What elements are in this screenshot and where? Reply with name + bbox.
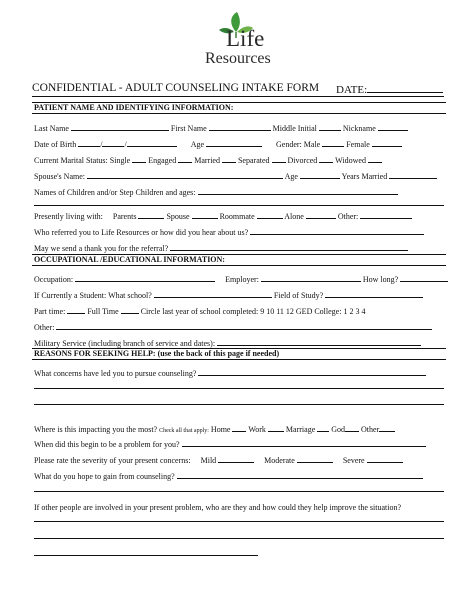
concerns-row xyxy=(34,367,426,379)
header-rule xyxy=(32,96,444,97)
living-row xyxy=(34,210,412,222)
date-field[interactable] xyxy=(336,82,443,96)
severity-mild-field[interactable] xyxy=(218,454,254,463)
gain-row xyxy=(34,470,423,482)
living-spouse-field[interactable] xyxy=(192,210,218,219)
date-label: DATE: xyxy=(336,84,368,96)
marital-widowed-label: Widowed xyxy=(335,156,366,165)
living-parents-field[interactable] xyxy=(138,210,164,219)
thank-you-label: May we send a thank you for the referral? xyxy=(34,244,169,253)
other-row xyxy=(34,321,432,333)
age-field[interactable] xyxy=(206,138,262,147)
date-line[interactable] xyxy=(367,82,443,93)
employer-label: Employer: xyxy=(225,275,259,284)
thank-you-field[interactable] xyxy=(170,242,408,251)
gain-label: What do you hope to gain from counseling? xyxy=(34,472,175,481)
others-involved-label: If other people are involved in your present problem, who are they and how could they help improve the situation? xyxy=(34,503,402,512)
student-school-field[interactable] xyxy=(154,289,272,298)
living-spouse-label: Spouse xyxy=(166,212,190,221)
middle-initial-field[interactable] xyxy=(319,122,341,131)
section-reasons-heading: REASONS FOR SEEKING HELP: (use the back of this page if needed) xyxy=(32,348,446,360)
referred-label: Who referred you to Life Resources or how did you hear about us? xyxy=(34,228,249,237)
impact-other-field[interactable] xyxy=(379,423,395,432)
impact-god-field[interactable] xyxy=(345,423,359,432)
children-extra-line[interactable] xyxy=(34,205,444,206)
dob-slash: / xyxy=(124,140,127,149)
concerns-label: What concerns have led you to pursue counseling? xyxy=(34,369,197,378)
others-line-3[interactable] xyxy=(34,555,258,556)
children-field[interactable] xyxy=(198,186,398,195)
nickname-field[interactable] xyxy=(378,122,408,131)
spouse-age-label: Age xyxy=(284,172,298,181)
marital-widowed-field[interactable] xyxy=(368,154,382,163)
student-school-label: If Currently a Student: What school? xyxy=(34,291,152,300)
living-alone-label: Alone xyxy=(284,212,304,221)
spouse-name-label: Spouse's Name: xyxy=(34,172,85,181)
occupation-field[interactable] xyxy=(75,273,215,282)
circle-school-label: Circle last year of school completed: 9 10 11 12 GED College: 1 2 3 4 xyxy=(140,307,366,316)
severity-severe-label: Severe xyxy=(342,456,365,465)
military-label: Military Service (including branch of service and dates): xyxy=(34,339,216,348)
marital-single-field[interactable] xyxy=(132,154,146,163)
check-all-note: Check all that apply: xyxy=(159,428,209,434)
impacting-label: Where is this impacting you the most? xyxy=(34,425,158,434)
dob-slash: / xyxy=(100,140,103,149)
part-time-label: Part time: xyxy=(34,307,66,316)
children-row xyxy=(34,186,398,198)
form-title: CONFIDENTIAL - ADULT COUNSELING INTAKE FORM xyxy=(32,82,320,94)
marital-separated-label: Separated xyxy=(237,156,270,165)
student-row xyxy=(34,289,423,301)
spouse-row xyxy=(34,170,437,182)
gender-female-field[interactable] xyxy=(372,138,402,147)
marital-single-label: Current Marital Status: Single xyxy=(34,156,131,165)
occupation-row xyxy=(34,273,448,285)
living-other-label: Other: xyxy=(337,212,359,221)
gender-male-label: Gender: Male xyxy=(276,140,321,149)
dob-year-field[interactable] xyxy=(127,138,177,147)
impact-work-field[interactable] xyxy=(268,423,284,432)
others-involved-row xyxy=(34,503,401,513)
gender-male-field[interactable] xyxy=(322,138,344,147)
other-education-field[interactable] xyxy=(56,321,432,330)
severity-moderate-field[interactable] xyxy=(297,454,333,463)
living-label: Presently living with: xyxy=(34,212,103,221)
last-name-label: Last Name xyxy=(34,124,69,133)
middle-initial-label: Middle Initial xyxy=(272,124,317,133)
impact-home-label: Home xyxy=(210,425,231,434)
living-roommate-label: Roommate xyxy=(219,212,255,221)
spouse-age-field[interactable] xyxy=(300,170,340,179)
first-name-label: First Name xyxy=(170,124,207,133)
marital-divorced-label: Divorced xyxy=(287,156,318,165)
employer-field[interactable] xyxy=(261,273,361,282)
dob-month-field[interactable] xyxy=(78,138,103,149)
severity-severe-field[interactable] xyxy=(367,454,403,463)
living-roommate-field[interactable] xyxy=(257,210,283,219)
marital-married-field[interactable] xyxy=(222,154,236,163)
part-time-field[interactable] xyxy=(67,305,85,314)
dob-day-field[interactable] xyxy=(102,138,127,149)
how-long-label: How long? xyxy=(362,275,399,284)
dob-label: Date of Birth xyxy=(34,140,77,149)
concerns-line-2[interactable] xyxy=(34,388,444,389)
impacting-row xyxy=(34,423,395,436)
section-occupational-heading: OCCUPATIONAL /EDUCATIONAL INFORMATION: xyxy=(32,254,446,266)
severity-moderate-label: Moderate xyxy=(264,456,295,465)
impact-marriage-label: Marriage xyxy=(285,425,316,434)
marital-row xyxy=(34,154,382,166)
living-parents-label: Parents xyxy=(112,212,137,221)
others-line-2[interactable] xyxy=(34,538,444,539)
name-row xyxy=(34,122,408,134)
years-married-label: Years Married xyxy=(341,172,388,181)
marital-divorced-field[interactable] xyxy=(319,154,333,163)
nickname-label: Nickname xyxy=(342,124,376,133)
others-line-1[interactable] xyxy=(34,521,444,522)
full-time-field[interactable] xyxy=(121,305,139,314)
logo-wordmark-resources: Resources xyxy=(205,50,271,67)
field-of-study-label: Field of Study? xyxy=(273,291,324,300)
first-name-field[interactable] xyxy=(209,122,271,131)
other-education-label: Other: xyxy=(34,323,55,332)
gain-line-2[interactable] xyxy=(34,491,444,492)
military-field[interactable] xyxy=(217,337,421,346)
referred-field[interactable] xyxy=(250,226,424,235)
schooling-row xyxy=(34,305,365,317)
marital-separated-field[interactable] xyxy=(272,154,286,163)
impact-marriage-field[interactable] xyxy=(317,423,329,432)
when-began-field[interactable] xyxy=(182,438,426,447)
when-began-label: When did this begin to be a problem for you? xyxy=(34,440,180,449)
thank-row xyxy=(34,242,408,254)
living-other-field[interactable] xyxy=(360,210,412,219)
gender-female-label: Female xyxy=(346,140,370,149)
severity-row xyxy=(34,454,403,466)
impact-home-field[interactable] xyxy=(232,423,246,432)
age-label: Age xyxy=(190,140,205,149)
when-row xyxy=(34,438,426,450)
living-alone-field[interactable] xyxy=(306,210,336,219)
impact-other-label: Other xyxy=(361,425,380,434)
severity-label: Please rate the severity of your present concerns: xyxy=(34,456,191,465)
concerns-line-3[interactable] xyxy=(34,404,444,405)
last-name-field[interactable] xyxy=(71,122,169,131)
marital-engaged-label: Engaged xyxy=(148,156,177,165)
referred-row xyxy=(34,226,424,238)
how-long-field[interactable] xyxy=(400,273,448,282)
occupation-label: Occupation: xyxy=(34,275,74,284)
concerns-field[interactable] xyxy=(198,367,426,376)
field-of-study-field[interactable] xyxy=(325,289,423,298)
impact-god-label: God xyxy=(331,425,346,434)
full-time-label: Full Time xyxy=(87,307,119,316)
children-label: Names of Children and/or Step Children and ages: xyxy=(34,188,196,197)
marital-married-label: Married xyxy=(194,156,220,165)
gain-field[interactable] xyxy=(177,470,423,479)
dob-row xyxy=(34,138,402,150)
section-patient-heading: PATIENT NAME AND IDENTIFYING INFORMATION: xyxy=(32,102,446,114)
logo-wordmark-life: Life xyxy=(226,26,265,51)
impact-work-label: Work xyxy=(248,425,266,434)
years-married-field[interactable] xyxy=(389,170,437,179)
severity-mild-label: Mild xyxy=(200,456,217,465)
marital-engaged-field[interactable] xyxy=(178,154,192,163)
spouse-name-field[interactable] xyxy=(87,170,283,179)
